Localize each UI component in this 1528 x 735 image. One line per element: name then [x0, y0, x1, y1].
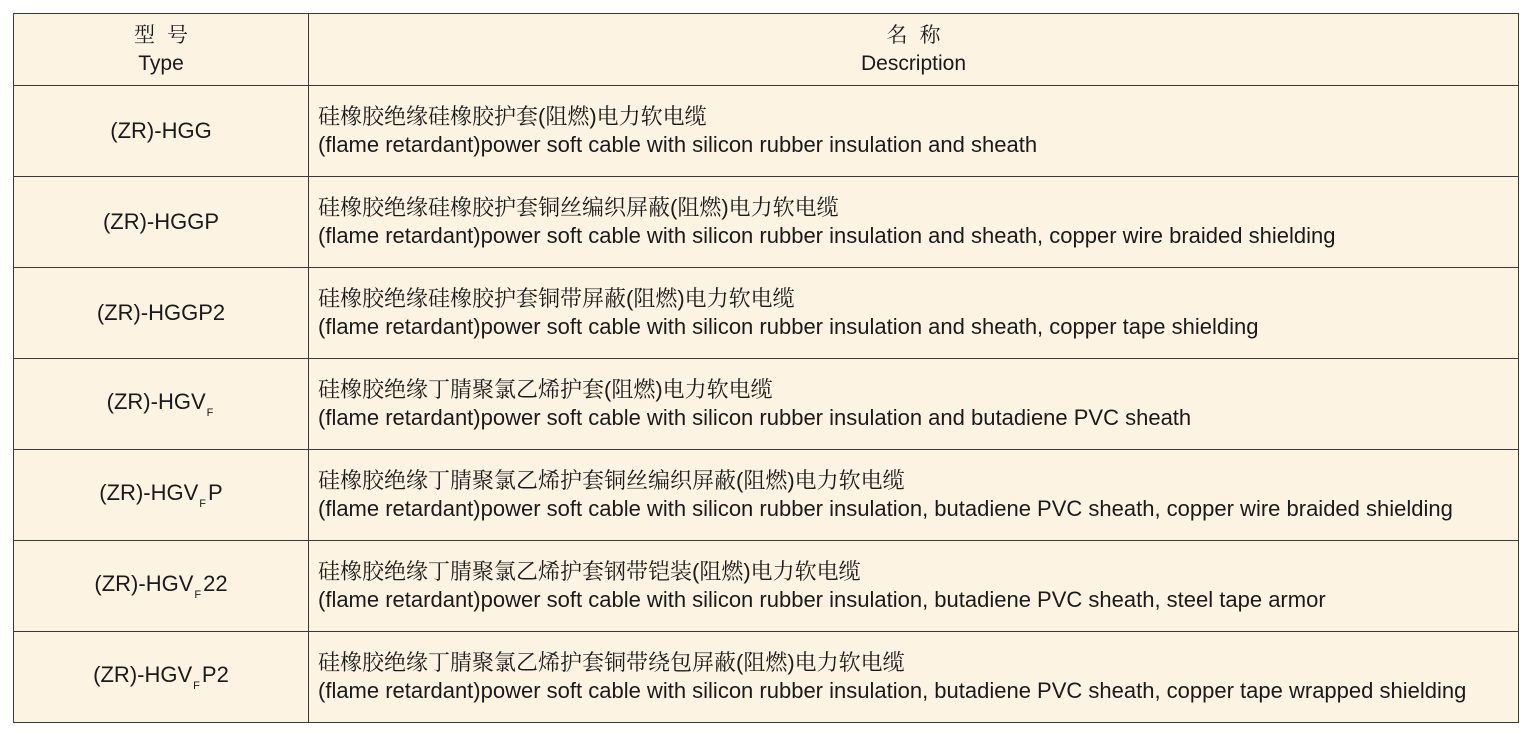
type-code: (ZR)-HGG: [110, 118, 212, 143]
description-en: (flame retardant)power soft cable with silicon rubber insulation, butadiene PVC sheath, copper tape wrapped shielding: [318, 678, 1467, 703]
table-row: [14, 177, 1519, 268]
type-cell: [14, 541, 309, 632]
description-en: (flame retardant)power soft cable with silicon rubber insulation and butadiene PVC sheath: [318, 405, 1192, 430]
type-code: (ZR)-HGV: [93, 662, 193, 687]
description-cell: [309, 359, 1519, 450]
type-cell: [14, 450, 309, 541]
description-cell: [309, 268, 1519, 359]
type-cell: [14, 268, 309, 359]
type-header-en: Type: [138, 51, 184, 75]
description-cn: 硅橡胶绝缘丁腈聚氯乙烯护套钢带铠装(阻燃)电力软电缆: [318, 559, 861, 584]
description-cn: 硅橡胶绝缘硅橡胶护套(阻燃)电力软电缆: [318, 104, 707, 129]
description-en: (flame retardant)power soft cable with silicon rubber insulation and sheath, copper tape shielding: [318, 314, 1259, 339]
description-en: (flame retardant)power soft cable with silicon rubber insulation, butadiene PVC sheath, copper wire braided shielding: [318, 496, 1453, 521]
type-cell: [14, 177, 309, 268]
type-header-cn: 型号: [134, 23, 200, 47]
type-suffix: P2: [201, 662, 229, 687]
type-code: (ZR)-HGGP2: [96, 300, 226, 325]
type-code: (ZR)-HGV: [99, 480, 199, 505]
table-row: [14, 359, 1519, 450]
type-code: (ZR)-HGV: [106, 389, 206, 414]
description-en: (flame retardant)power soft cable with silicon rubber insulation and sheath, copper wire braided shielding: [318, 223, 1336, 248]
description-header-cn: 名称: [886, 23, 953, 47]
type-cell: [14, 632, 309, 723]
description-cell: [309, 632, 1519, 723]
type-cell: [14, 359, 309, 450]
description-cell: [309, 450, 1519, 541]
description-cn: 硅橡胶绝缘丁腈聚氯乙烯护套(阻燃)电力软电缆: [318, 377, 773, 402]
description-cell: [309, 86, 1519, 177]
table-header-row: [14, 14, 1519, 86]
type-code: (ZR)-HGV: [94, 571, 194, 596]
type-cell: [14, 86, 309, 177]
description-cn: 硅橡胶绝缘硅橡胶护套铜带屏蔽(阻燃)电力软电缆: [318, 286, 795, 311]
description-cell: [309, 177, 1519, 268]
table-row: [14, 541, 1519, 632]
table-row: [14, 450, 1519, 541]
table-row: [14, 632, 1519, 723]
type-subscript: F: [199, 498, 207, 510]
type-subscript: F: [194, 589, 202, 601]
type-column-header: [14, 14, 309, 86]
cable-type-table: [13, 13, 1519, 723]
type-subscript: F: [206, 407, 214, 419]
table-row: [14, 86, 1519, 177]
type-code: (ZR)-HGGP: [102, 209, 220, 234]
table-row: [14, 268, 1519, 359]
description-cn: 硅橡胶绝缘丁腈聚氯乙烯护套铜带绕包屏蔽(阻燃)电力软电缆: [318, 650, 905, 675]
description-cn: 硅橡胶绝缘丁腈聚氯乙烯护套铜丝编织屏蔽(阻燃)电力软电缆: [318, 468, 905, 493]
description-en: (flame retardant)power soft cable with silicon rubber insulation, butadiene PVC sheath, steel tape armor: [318, 587, 1326, 612]
description-cell: [309, 541, 1519, 632]
description-cn: 硅橡胶绝缘硅橡胶护套铜丝编织屏蔽(阻燃)电力软电缆: [318, 195, 839, 220]
description-header-en: Description: [860, 51, 967, 75]
type-suffix: 22: [203, 571, 228, 596]
type-suffix: P: [208, 480, 223, 505]
description-en: (flame retardant)power soft cable with silicon rubber insulation and sheath: [318, 132, 1038, 157]
type-subscript: F: [193, 680, 200, 692]
description-column-header: [309, 14, 1519, 86]
